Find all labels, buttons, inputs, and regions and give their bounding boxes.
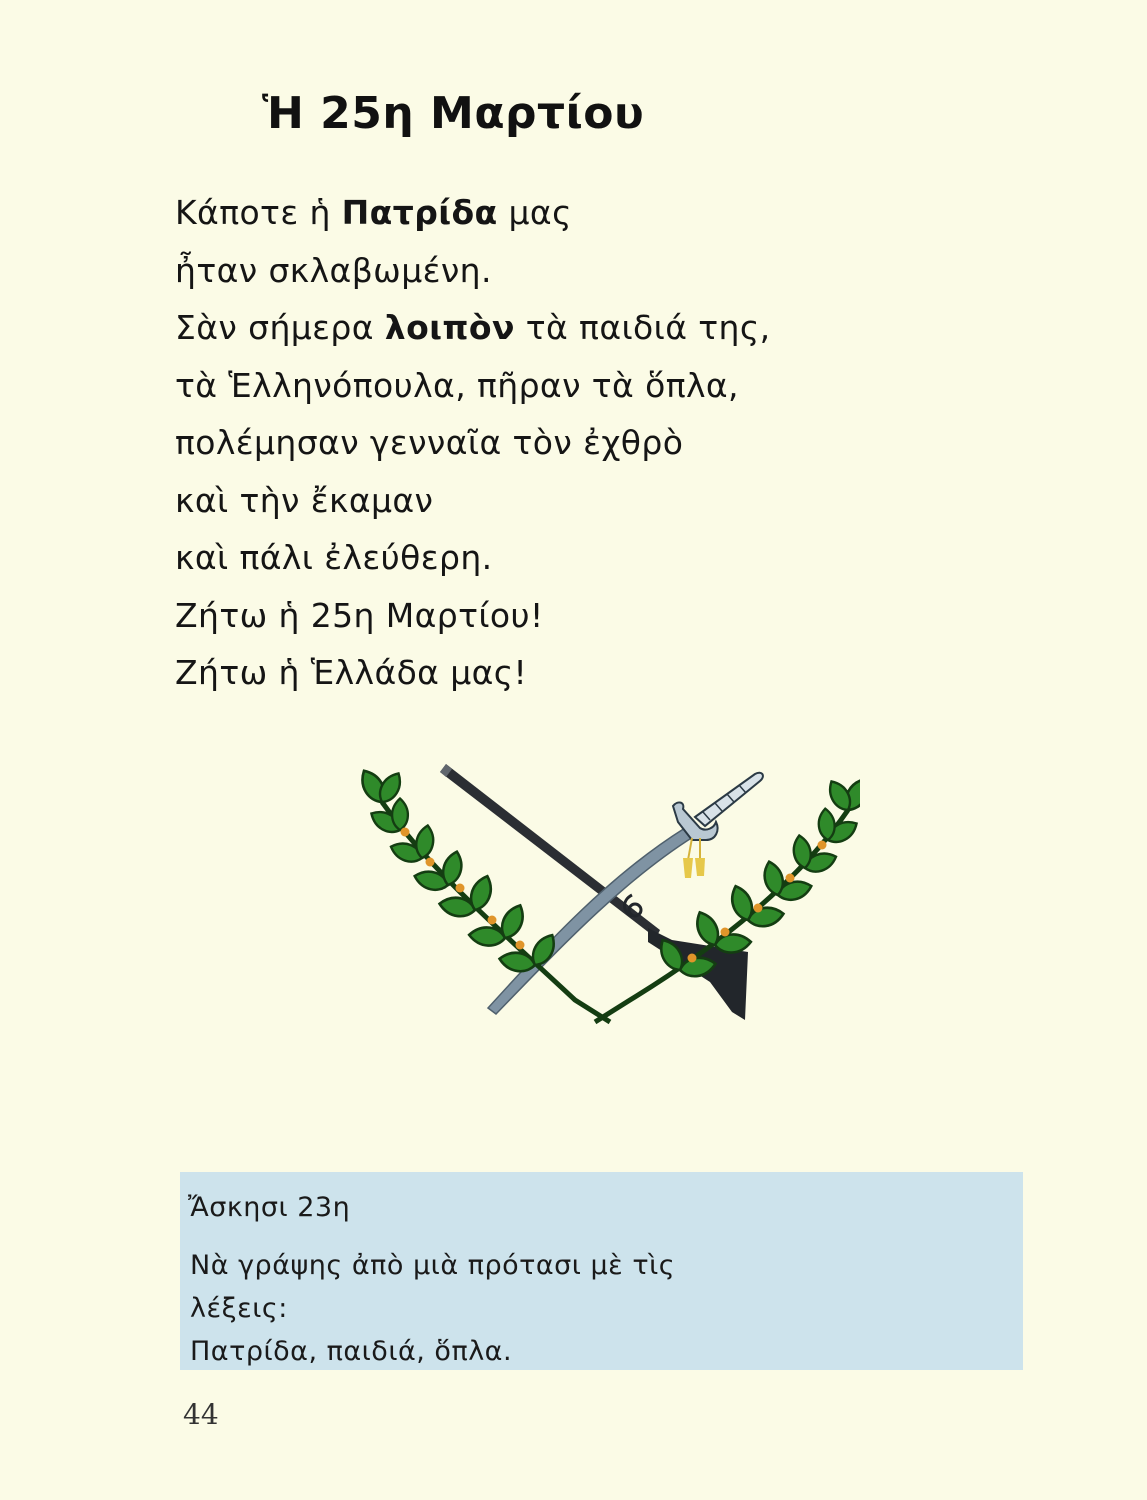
poem-bold-word: Πατρίδα — [341, 193, 498, 232]
poem-line-1 — [175, 184, 771, 242]
laurel-sword-rifle-illustration — [360, 760, 860, 1040]
poem-text: Σὰν σήμερα — [175, 308, 385, 347]
poem-line-7: καὶ πάλι ἐλεύθερη. — [175, 538, 493, 577]
exercise-instruction-line-2: λέξεις: — [190, 1293, 288, 1324]
poem-text: μας — [497, 193, 572, 232]
exercise-words: Πατρίδα, παιδιά, ὅπλα. — [190, 1336, 513, 1367]
poem-line-6: καὶ τὴν ἔκαμαν — [175, 480, 434, 520]
page-title: Ἡ 25η Μαρτίου — [262, 88, 645, 139]
poem-text: Κάποτε ἡ — [175, 193, 342, 232]
exercise-title: Ἄσκησι 23η — [188, 1192, 351, 1223]
poem-line-5: πολέμησαν γενναῖα τὸν ἐχθρὸ — [175, 423, 684, 462]
poem-bold-word: λοιπὸν — [384, 308, 515, 347]
page-number: 44 — [183, 1398, 219, 1431]
poem-line-8: Ζήτω ἡ 25η Μαρτίου! — [175, 595, 544, 635]
poem-line-4: τὰ Ἑλληνόπουλα, πῆραν τὰ ὅπλα, — [175, 365, 739, 405]
poem-line-3 — [175, 299, 771, 357]
poem-line-9: Ζήτω ἡ Ἑλλάδα μας! — [175, 653, 528, 692]
exercise-box — [180, 1172, 1023, 1370]
poem-line-2: ἦταν σκλαβωμένη. — [175, 250, 492, 290]
exercise-instruction-line-1: Νὰ γράψης ἀπὸ μιὰ πρότασι μὲ τὶς — [190, 1250, 676, 1281]
poem — [175, 184, 771, 702]
poem-text: τὰ παιδιά της, — [514, 308, 771, 347]
